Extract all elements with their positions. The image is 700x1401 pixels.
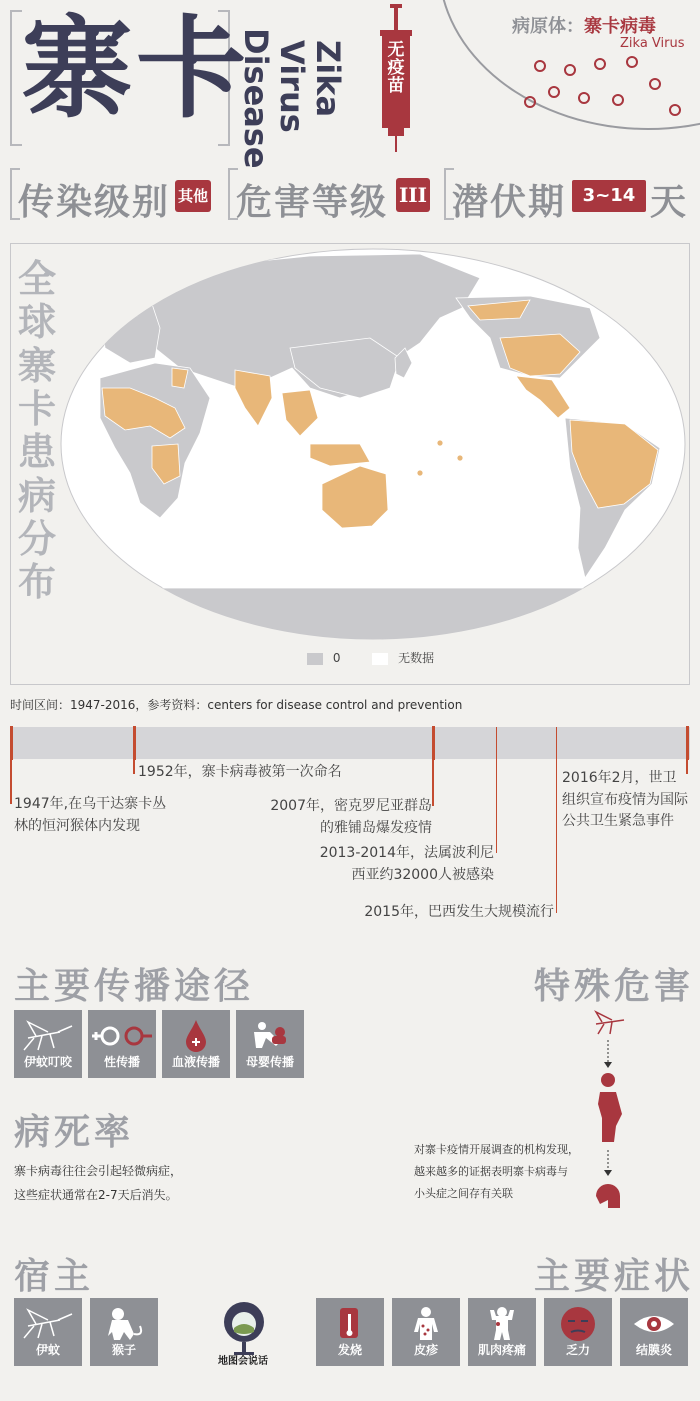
timeline-tick	[686, 726, 689, 760]
timeline-leader	[10, 760, 12, 804]
page-title: 寨卡	[22, 5, 250, 133]
incubation-unit: 天	[650, 182, 689, 223]
timeline-event-1947: 1947年,在乌干达寨卡丛林的恒河猴体内发现	[14, 796, 167, 834]
symptom-tile	[544, 1298, 612, 1366]
map-legend	[307, 649, 434, 666]
infection-level-badge: 其他	[175, 180, 211, 212]
tile-label: 皮疹	[413, 1343, 438, 1357]
map-source: 时间区间：1947-2016，参考资料：centers for disease control and prevention	[10, 698, 463, 712]
special-line-2: 越来越多的证据表明寨卡病毒与	[414, 1165, 568, 1178]
symptom-tile	[392, 1298, 460, 1366]
mortality-line-1: 寨卡病毒往往会引起轻微病症，	[14, 1164, 183, 1178]
host-title: 宿主	[14, 1256, 95, 1297]
symptom-tile	[316, 1298, 384, 1366]
muscle-icon	[468, 1306, 536, 1342]
symptoms-title: 主要症状	[534, 1256, 695, 1297]
timeline-leader	[556, 727, 557, 913]
tile-label: 猴子	[111, 1343, 136, 1357]
virus-particles-icon	[520, 52, 690, 120]
infection-level-label: 传染级别	[18, 182, 171, 223]
legend-zero-label: 0	[332, 651, 341, 665]
host-tile	[14, 1298, 82, 1366]
incubation-badge: 3~14	[572, 180, 646, 212]
tile-label: 伊蚊	[35, 1343, 60, 1357]
tile-label: 乏力	[565, 1343, 590, 1357]
brand-name: 地图会说话	[218, 1356, 268, 1367]
tile-label: 发烧	[337, 1343, 362, 1357]
mosquito-icon	[14, 1018, 82, 1054]
gender-icon	[88, 1018, 156, 1054]
timeline-tick	[133, 726, 136, 760]
timeline-event-2015: 2015年，巴西发生大规模流行	[364, 904, 554, 920]
tile-label: 母婴传播	[245, 1055, 294, 1069]
thermometer-icon	[316, 1306, 384, 1342]
brand-logo-icon	[220, 1298, 268, 1356]
transmission-tile	[88, 1010, 156, 1078]
tile-label: 肌肉疼痛	[477, 1343, 526, 1357]
pathogen-english: Zika Virus	[620, 36, 685, 51]
map-vertical-title: 全球寨卡患病分布	[17, 257, 56, 605]
symptom-tile	[620, 1298, 688, 1366]
tile-label: 性传播	[103, 1055, 140, 1069]
timeline-tick	[432, 726, 435, 760]
legend-nodata-swatch	[372, 653, 388, 665]
mother-baby-icon	[236, 1018, 304, 1054]
legend-zero-swatch	[307, 653, 323, 665]
blood-drop-icon	[162, 1018, 230, 1054]
fatigue-icon	[544, 1306, 612, 1342]
eye-icon	[620, 1306, 688, 1342]
mortality-line-2: 这些症状通常在2-7天后消失。	[14, 1188, 178, 1202]
incubation-label: 潜伏期	[452, 182, 567, 223]
title-bracket-left	[10, 10, 22, 146]
symptom-tile	[468, 1298, 536, 1366]
timeline-event-2007: 2007年，密克罗尼亚群岛的雅铺岛爆发疫情	[270, 798, 432, 836]
timeline-tick	[10, 726, 13, 760]
pathogen-value: 寨卡病毒	[584, 16, 656, 37]
transmission-title: 主要传播途径	[14, 966, 255, 1007]
mosquito-icon	[14, 1306, 82, 1342]
pathogen-label: 病原体：	[512, 16, 584, 37]
legend-nodata-label: 无数据	[398, 651, 435, 665]
hazard-level-label: 危害等级	[236, 182, 389, 223]
tile-label: 伊蚊叮咬	[23, 1055, 72, 1069]
tile-label: 结膜炎	[635, 1343, 672, 1357]
special-hazard-title: 特殊危害	[534, 966, 695, 1007]
subtitle-zika: Zika	[309, 40, 347, 118]
timeline-leader	[133, 760, 135, 774]
timeline-bar	[10, 727, 690, 759]
timeline-event-1952: 1952年，寨卡病毒被第一次命名	[138, 764, 342, 780]
hazard-level-badge: III	[396, 178, 430, 212]
timeline-event-2016: 2016年2月，世卫组织宣布疫情为国际公共卫生紧急事件	[562, 770, 688, 830]
transmission-tile	[236, 1010, 304, 1078]
vaccine-status: 无疫苗	[387, 40, 405, 96]
timeline-event-2013: 2013-2014年，法属波利尼西亚约32000人被感染	[319, 845, 494, 883]
transmission-tile	[162, 1010, 230, 1078]
special-line-3: 小头症之间存有关联	[414, 1187, 513, 1200]
microcephaly-chain-icon	[590, 1010, 630, 1210]
transmission-tile	[14, 1010, 82, 1078]
rash-icon	[392, 1306, 460, 1342]
tile-label: 血液传播	[171, 1055, 220, 1069]
timeline-leader	[496, 727, 497, 853]
subtitle-disease: Disease	[237, 28, 275, 169]
timeline-leader	[432, 760, 434, 806]
monkey-icon	[90, 1306, 158, 1342]
special-line-1: 对寨卡疫情开展调查的机构发现，	[414, 1143, 579, 1156]
subtitle-virus: Virus	[273, 40, 311, 133]
mortality-title: 病死率	[14, 1112, 135, 1153]
world-map	[60, 248, 686, 640]
host-tile	[90, 1298, 158, 1366]
